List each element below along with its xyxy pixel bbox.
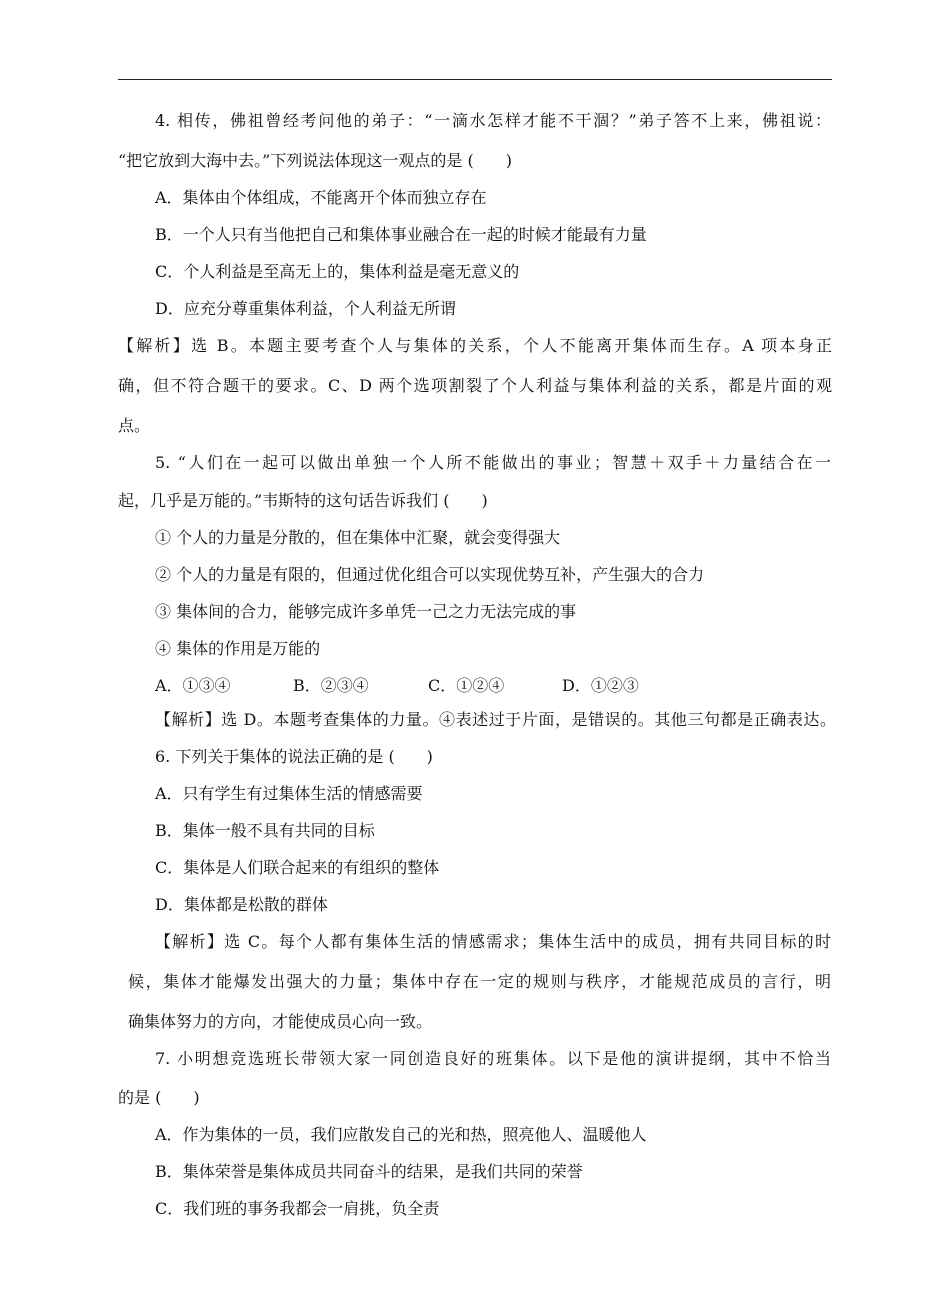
q5-analysis-line1: 【解析】选 D。本题考查集体的力量。④表述过于片面，是错误的。其他三句都是正确表达。 (155, 710, 836, 729)
q6-stem-line1: 6. 下列关于集体的说法正确的是 ( ) (155, 747, 433, 766)
q5-statement-1: ① 个人的力量是分散的，但在集体中汇聚，就会变得强大 (155, 528, 561, 547)
q7-option-c: C．我们班的事务我都会一肩挑，负全责 (155, 1199, 440, 1218)
q4-stem-line2: “把它放到大海中去。”下列说法体现这一观点的是 ( ) (118, 151, 512, 170)
q5-choice-b: B．②③④ (293, 676, 369, 695)
q6-option-a: A．只有学生有过集体生活的情感需要 (155, 784, 423, 803)
q5-stem-line1: 5. “人们在一起可以做出单独一个人所不能做出的事业；智慧＋双手＋力量结合在一 (155, 453, 831, 472)
q4-option-d: D．应充分尊重集体利益，个人利益无所谓 (155, 299, 456, 318)
q4-option-c: C．个人利益是至高无上的，集体利益是毫无意义的 (155, 262, 520, 281)
q5-choice-d: D．①②③ (562, 676, 639, 695)
q5-choice-a: A．①③④ (155, 676, 231, 695)
q6-analysis-line1: 【解析】选 C。每个人都有集体生活的情感需求；集体生活中的成员，拥有共同目标的时 (155, 932, 831, 951)
q7-stem-line1: 7. 小明想竞选班长带领大家一同创造良好的班集体。以下是他的演讲提纲，其中不恰当 (155, 1049, 831, 1068)
q5-choice-c: C．①②④ (428, 676, 505, 695)
q5-statement-3: ③ 集体间的合力，能够完成许多单凭一己之力无法完成的事 (155, 602, 577, 621)
q4-analysis-line2: 确，但不符合题干的要求。C、D 两个选项割裂了个人利益与集体利益的关系，都是片面的观 (118, 376, 832, 395)
q7-option-b: B．集体荣誉是集体成员共同奋斗的结果，是我们共同的荣誉 (155, 1162, 583, 1181)
q4-option-b: B．一个人只有当他把自己和集体事业融合在一起的时候才能最有力量 (155, 225, 647, 244)
q7-stem-line2: 的是 ( ) (118, 1088, 200, 1107)
q5-statement-4: ④ 集体的作用是万能的 (155, 639, 321, 658)
q4-stem-line1: 4. 相传，佛祖曾经考问他的弟子：“一滴水怎样才能不干涸？”弟子答不上来，佛祖说： (155, 111, 831, 130)
q4-analysis-line3: 点。 (118, 416, 151, 435)
q5-statement-2: ② 个人的力量是有限的，但通过优化组合可以实现优势互补，产生强大的合力 (155, 565, 705, 584)
q6-option-c: C．集体是人们联合起来的有组织的整体 (155, 858, 440, 877)
q5-stem-line2: 起，几乎是万能的。”韦斯特的这句话告诉我们 ( ) (118, 491, 488, 510)
q6-analysis-line3: 确集体努力的方向，才能使成员心向一致。 (128, 1012, 433, 1031)
q6-option-d: D．集体都是松散的群体 (155, 895, 328, 914)
q4-analysis-line1: 【解析】选 B。本题主要考查个人与集体的关系，个人不能离开集体而生存。A 项本身正 (118, 336, 832, 355)
q4-option-a: A．集体由个体组成，不能离开个体而独立存在 (155, 188, 487, 207)
header-rule (118, 79, 832, 80)
q6-option-b: B．集体一般不具有共同的目标 (155, 821, 375, 840)
q6-analysis-line2: 候，集体才能爆发出强大的力量；集体中存在一定的规则与秩序，才能规范成员的言行，明 (128, 972, 831, 991)
q7-option-a: A．作为集体的一员，我们应散发自己的光和热，照亮他人、温暖他人 (155, 1125, 647, 1144)
